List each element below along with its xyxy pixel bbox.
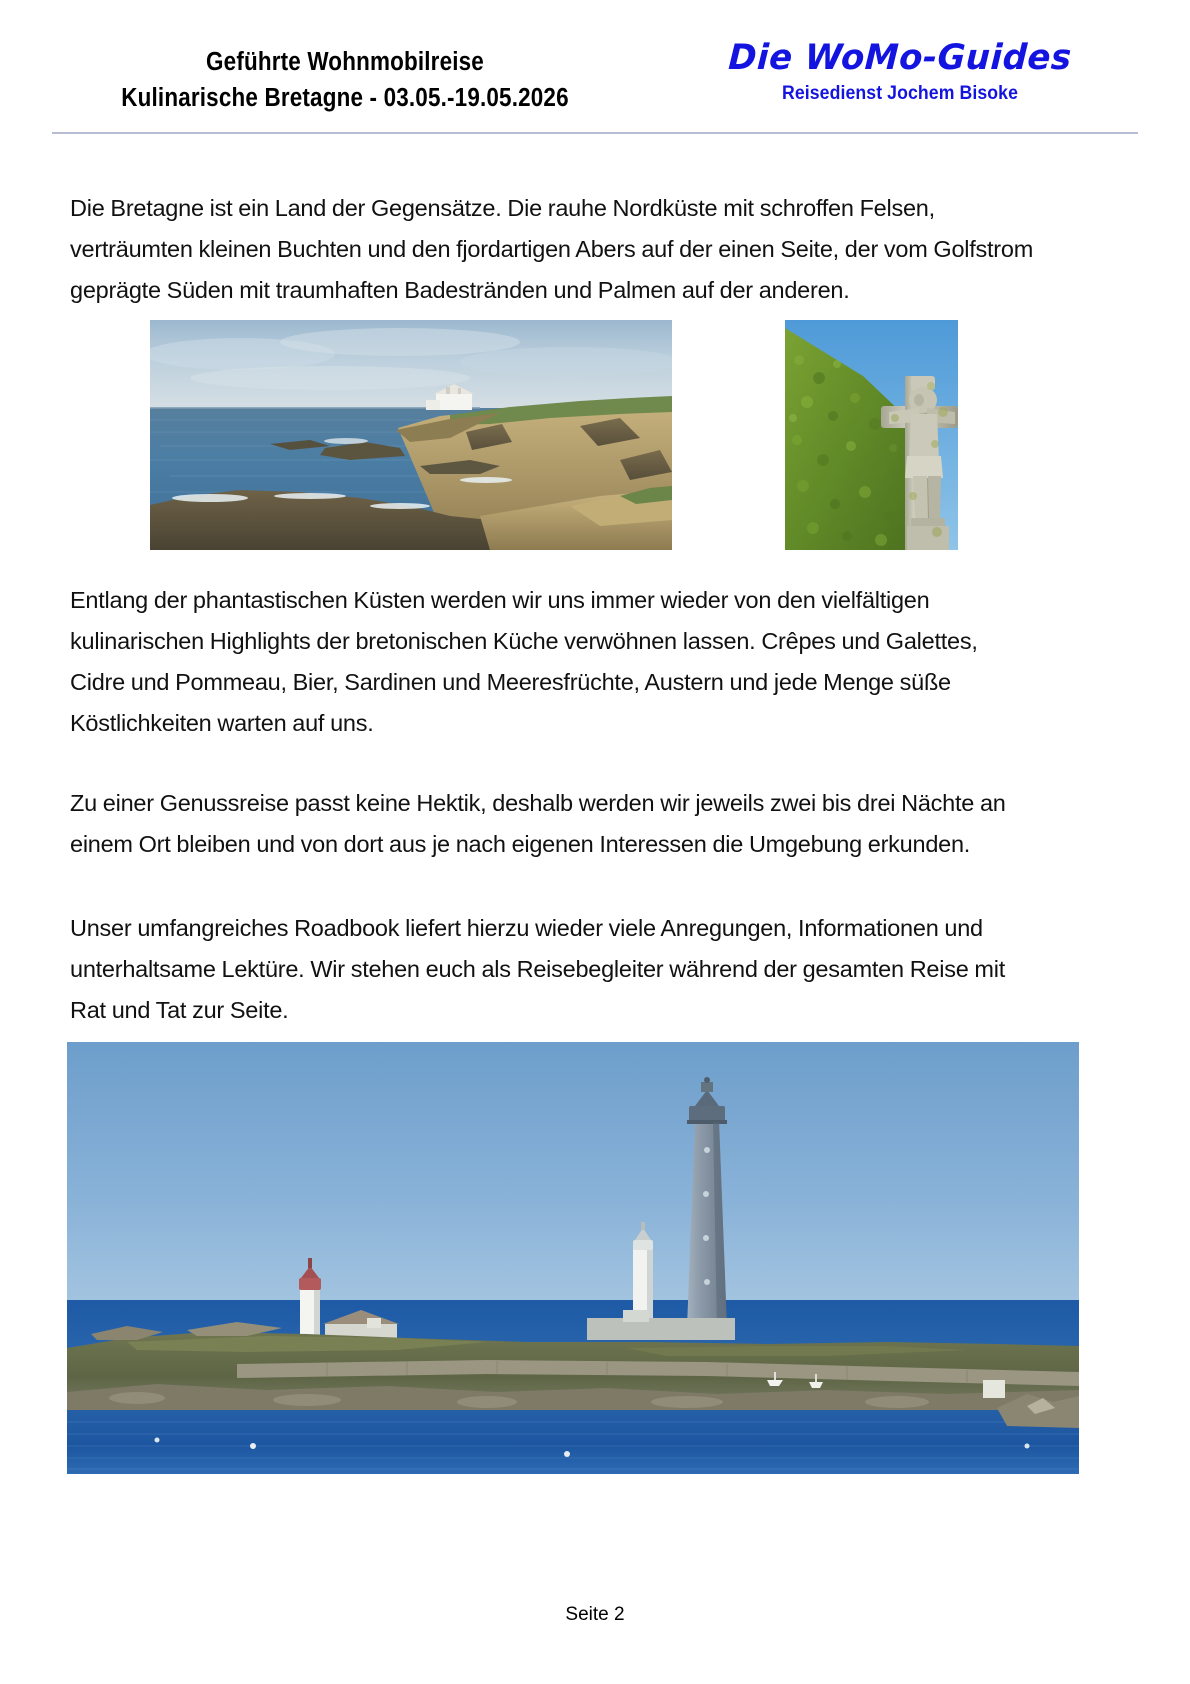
main-lighthouse <box>687 1077 727 1328</box>
stone-calvary-cross-photo <box>785 320 958 550</box>
paragraph-intro: Die Bretagne ist ein Land der Gegensätze. Die rauhe Nordküste mit schroffen Felsen, verträumten kleinen Buchten und den fjordartigen Abers auf der einen Seite, der vom Golfstrom geprägte Süden mit traumhaften Badestränden und Palmen auf der anderen. <box>70 195 1034 303</box>
brand-subtitle-text: Reisedienst Jochem Bisoke <box>781 82 1019 104</box>
paragraph-pace: Zu einer Genussreise passt keine Hektik, deshalb werden wir jeweils zwei bis drei Nächte an einem Ort bleiben und von dort aus je nach eigenen Interessen die Umgebung erkunden. <box>70 790 1006 857</box>
lighthouse-island-illustration <box>67 1042 1079 1474</box>
coastal-cliffs-illustration <box>150 320 672 550</box>
header-divider-rule <box>52 132 1138 134</box>
page-number-label: Seite 2 <box>565 1604 625 1625</box>
paragraph-cuisine: Entlang der phantastischen Küsten werden wir uns immer wieder von den vielfältigen kulinarischen Highlights der bretonischen Küche verwöhnen lassen. Crêpes und Galettes, Cidre und Pommeau, Bier, Sardinen und Meeresfrüchte, Austern und jede Menge süße Köstlichkeiten warten auf uns. <box>70 587 978 736</box>
header-title-block <box>30 44 660 116</box>
header-title-line-2: Kulinarische Bretagne - 03.05.-19.05.2026 <box>121 84 569 113</box>
stone-calvary-cross-illustration <box>785 320 958 550</box>
header-title-line-1: Geführte Wohnmobilreise <box>206 48 484 76</box>
page-footer <box>0 1604 1190 1626</box>
brand-logo-text: Die WoMo-Guides <box>727 38 1073 78</box>
page-header <box>0 0 1190 140</box>
paragraph-roadbook: Unser umfangreiches Roadbook liefert hierzu wieder viele Anregungen, Informationen und unterhaltsame Lektüre. Wir stehen euch als Reisebegleiter während der gesamten Reise mit Rat und Tat zur Seite. <box>70 915 1005 1023</box>
lighthouse-island-photo <box>67 1042 1079 1474</box>
brand-logo-block <box>690 40 1110 105</box>
coastal-cliffs-photo <box>150 320 672 550</box>
